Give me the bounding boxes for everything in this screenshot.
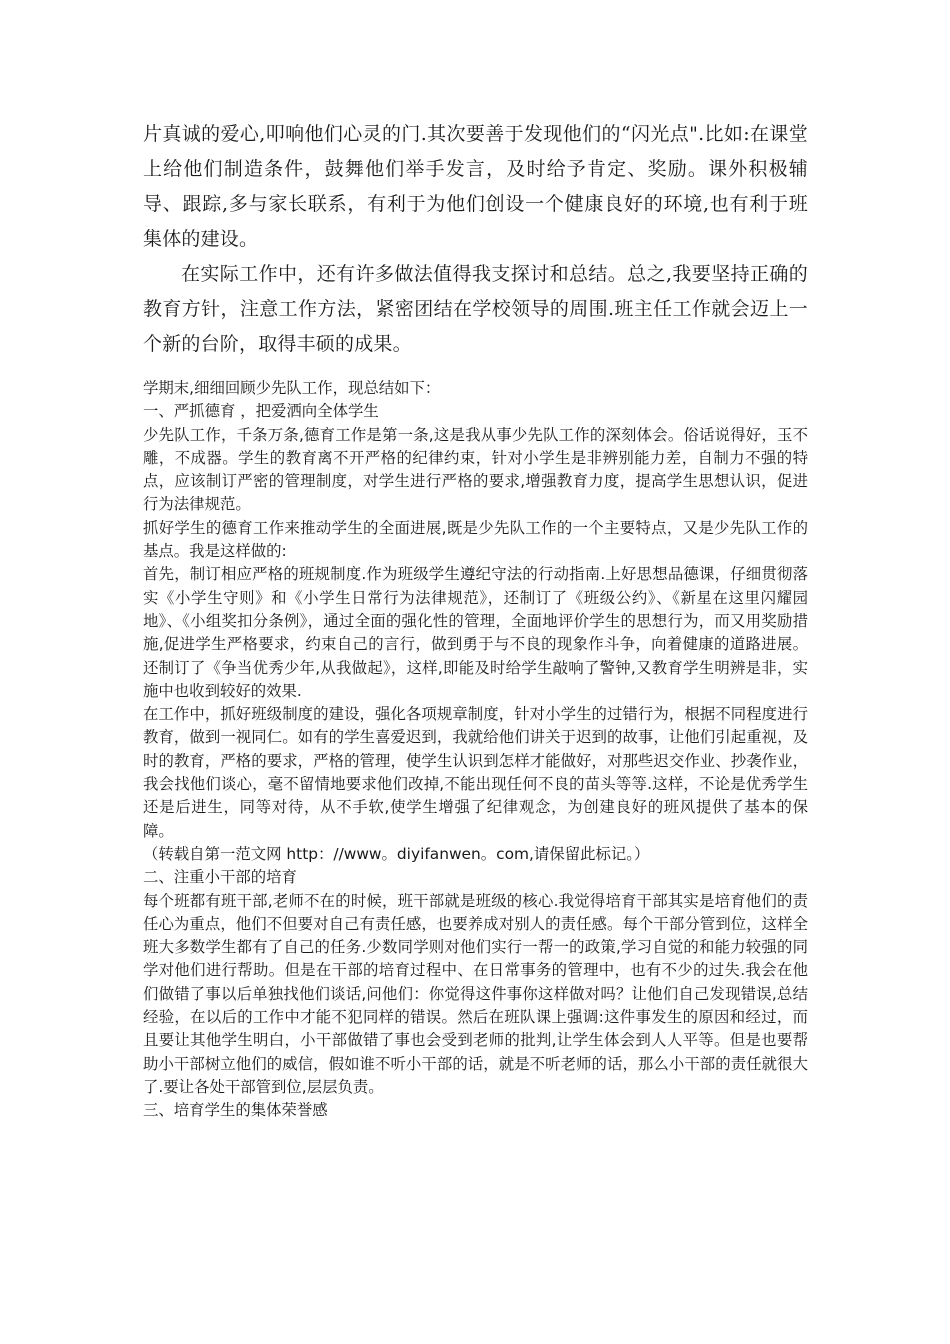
section-1-paragraph-1: 少先队工作，千条万条,德育工作是第一条,这是我从事少先队工作的深刻体会。俗话说得好，玉不雕，不成器。学生的教育离不开严格的纪律约束，针对小学生是非辨别能力差，自制力不强的特点，应该制订严密的管理制度，对学生进行严格的要求,增强教育力度，提高学生思想认识，促进行为法律规范。 xyxy=(143,425,808,514)
section-2-paragraph-1: 每个班都有班干部,老师不在的时候，班干部就是班级的核心.我觉得培育干部其实是培育他们的责任心为重点，他们不但要对自己有责任感，也要养成对别人的责任感。每个干部分管到位，这样全班大多数学生都有了自己的任务.少数同学则对他们实行一帮一的政策,学习自觉的和能力较强的同学对他们进行帮助。但是在干部的培育过程中、在日常事务的管理中，也有不少的过失.我会在他们做错了事以后单独找他们谈话,问他们：你觉得这件事你这样做对吗？让他们自己发现错误,总结经验，在以后的工作中才能不犯同样的错误。然后在班队课上强调:这件事发生的原因和经过，而且要让其他学生明白，小干部做错了事也会受到老师的批判,让学生体会到人人平等。但是也要帮助小干部树立他们的威信，假如谁不听小干部的话，就是不听老师的话，那么小干部的责任就很大了.要让各处干部管到位,层层负责。 xyxy=(143,891,808,1096)
section-1-paragraph-4: 在工作中，抓好班级制度的建设，强化各项规章制度，针对小学生的过错行为，根据不同程度进行教育，做到一视同仁。如有的学生喜爱迟到，我就给他们讲关于迟到的故事，让他们引起重视，及时的教育，严格的要求，严格的管理，使学生认识到怎样才能做好，对那些迟交作业、抄袭作业，我会找他们谈心，毫不留情地要求他们改掉,不能出现任何不良的苗头等等.这样，不论是优秀学生还是后进生，同等对待，从不手软,使学生增强了纪律观念，为创建良好的班风提供了基本的保障。 xyxy=(143,705,808,840)
source-note: （转载自第一范文网 http：//www。diyifanwen。com,请保留此标记。） xyxy=(143,844,650,863)
section-1-paragraph-2: 抓好学生的德育工作来推动学生的全面进展,既是少先队工作的一个主要特点，又是少先队工作的基点。我是这样做的: xyxy=(143,518,808,561)
top-section xyxy=(143,117,808,362)
top-paragraph-1: 片真诚的爱心,叩响他们心灵的门.其次要善于发现他们的“闪光点".比如:在课堂上给他们制造条件，鼓舞他们举手发言，及时给予肯定、奖励。课外积极辅导、跟踪,多与家长联系，有利于为他们创设一个健康良好的环境,也有利于班集体的建设。 xyxy=(143,123,808,250)
summary-intro: 学期末,细细回顾少先队工作，现总结如下： xyxy=(143,379,441,397)
section-1-paragraph-3: 首先，制订相应严格的班规制度.作为班级学生遵纪守法的行动指南.上好思想品德课，仔细贯彻落实《小学生守则》和《小学生日常行为法律规范》，还制订了《班级公约》、《新星在这里闪耀园地》、《小组奖扣分条例》，通过全面的强化性的管理，全面地评价学生的思想行为，而又用奖励措施,促进学生严格要求，约束自己的言行，做到勇于与不良的现象作斗争，向着健康的道路进展。还制订了《争当优秀少年,从我做起》，这样,即能及时给学生敲响了警钟,又教育学生明辨是非，实施中也收到较好的效果. xyxy=(143,565,808,700)
section-3-heading: 三、培育学生的集体荣誉感 xyxy=(143,1101,328,1120)
top-paragraph-2: 在实际工作中，还有许多做法值得我支探讨和总结。总之,我要坚持正确的教育方针，注意工作方法，紧密团结在学校领导的周围.班主任工作就会迈上一个新的台阶，取得丰硕的成果。 xyxy=(143,263,808,355)
summary-section xyxy=(143,377,808,1123)
section-2-heading: 二、注重小干部的培育 xyxy=(143,868,297,887)
section-1-heading: 一、严抓德育 ，把爱洒向全体学生 xyxy=(143,402,379,421)
